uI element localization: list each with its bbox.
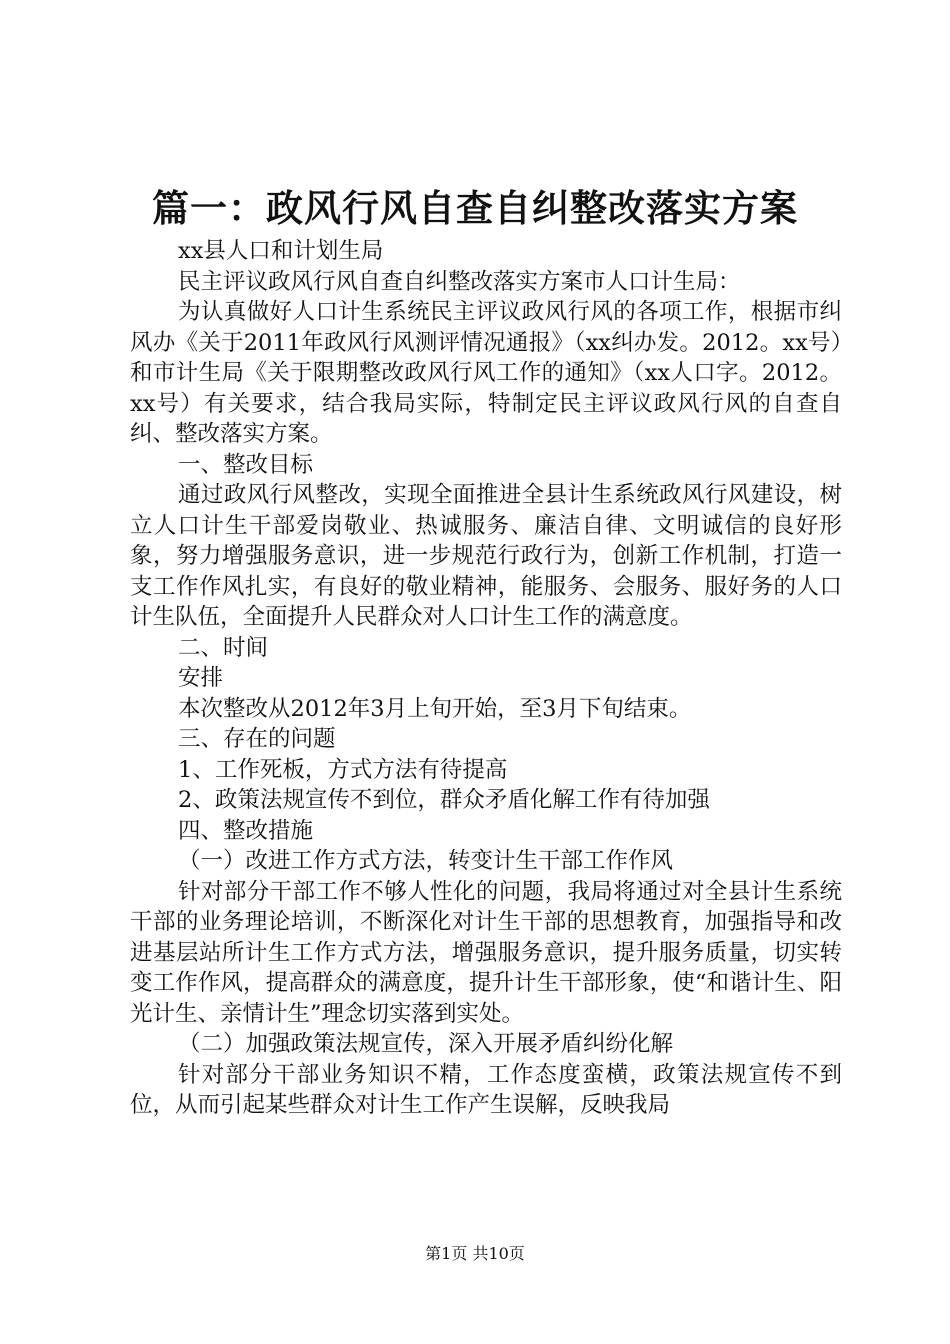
- paragraph-measure-2: 针对部分干部业务知识不精，工作态度蛮横，政策法规宣传不到位，从而引起某些群众对计生工作产生误解，反映我局: [130, 1061, 842, 1118]
- subheading-measure-1: （一）改进工作方式方法，转变计生干部工作作风: [178, 848, 674, 874]
- paragraph-goals: 通过政风行风整改，实现全面推进全县计生系统政风行风建设，树立人口计生干部爱岗敬业、热诚服务、廉洁自律、文明诚信的良好形象，努力增强服务意识，进一步规范行政行为，创新工作机制，打造一支工作作风扎实，有良好的敬业精神，能服务、会服务、服好务的人口计生队伍，全面提升人民群众对人口计生工作的满意度。: [130, 482, 842, 630]
- page-number-footer: 第1页 共10页: [425, 1244, 525, 1263]
- section-heading-time: 二、时间: [178, 634, 269, 661]
- section-heading-problems: 三、存在的问题: [178, 726, 336, 752]
- list-item-problem-1: 1、工作死板，方式方法有待提高: [178, 756, 508, 783]
- paragraph-heading-line: 民主评议政风行风自查自纠整改落实方案市人口计生局：: [178, 268, 741, 295]
- paragraph-measure-1: 针对部分干部工作不够人性化的问题，我局将通过对全县计生系统干部的业务理论培训，不断深化对计生干部的思想教育，加强指导和改进基层站所计生工作方式方法，增强服务意识，提升服务质量，切实转变工作作风，提高群众的满意度，提升计生干部形象，使“和谐计生、阳光计生、亲情计生”理念切实落到实处。: [130, 878, 842, 1027]
- paragraph-schedule: 本次整改从2012年3月上旬开始，至3月下旬结束。: [178, 695, 692, 722]
- list-item-problem-2: 2、政策法规宣传不到位，群众矛盾化解工作有待加强: [178, 787, 710, 813]
- document-body: [130, 236, 842, 1121]
- section-heading-goals: 一、整改目标: [178, 451, 314, 478]
- subheading-measure-2: （二）加强政策法规宣传，深入开展矛盾纠纷化解: [178, 1031, 674, 1057]
- paragraph-intro: 为认真做好人口计生系统民主评议政风行风的各项工作，根据市纠风办《关于2011年政风行风测评情况通报》（xx纠办发。2012。xx号）和市计生局《关于限期整改政风行风工作的通知》（xx人口字。2012。xx号）有关要求，结合我局实际，特制定民主评议政风行风的自查自纠、整改落实方案。: [130, 299, 842, 447]
- paragraph-issuer: xx县人口和计划生局: [178, 238, 384, 264]
- document-title: 篇一：政风行风自查自纠整改落实方案: [152, 187, 798, 230]
- section-heading-measures: 四、整改措施: [178, 817, 314, 844]
- section-heading-arrangement: 安排: [178, 665, 224, 691]
